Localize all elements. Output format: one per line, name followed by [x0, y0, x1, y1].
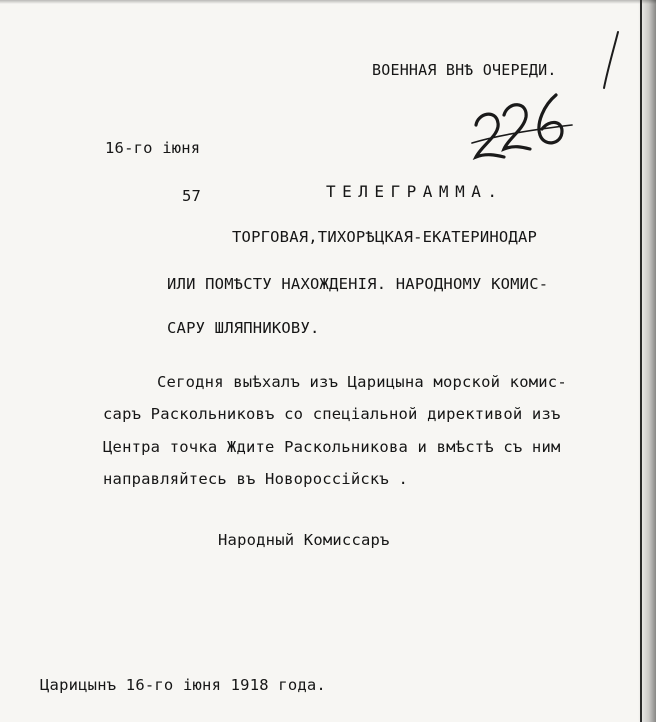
- handwritten-number-226: [468, 85, 578, 165]
- body-line: Центра точка Ждите Раскольникова и вмѣстѣ съ ним: [103, 438, 561, 456]
- handwritten-corner-mark: [596, 30, 624, 90]
- address-line: ИЛИ ПОМѢСТУ НАХОЖДЕНІЯ. НАРОДНОМУ КОМИС-: [167, 275, 549, 293]
- telegram-number: 57: [182, 187, 202, 205]
- address-line: ТОРГОВАЯ,ТИХОРѢЦКАЯ-ЕКАТЕРИНОДАР: [232, 228, 538, 246]
- place-date-footer: Царицынъ 16-го іюня 1918 года.: [40, 676, 326, 694]
- scan-top-shadow: [0, 0, 656, 4]
- address-line: САРУ ШЛЯПНИКОВУ.: [167, 319, 320, 337]
- scan-edge-line: [640, 0, 642, 722]
- body-line: направляйтесь въ Новороссійскъ .: [103, 470, 409, 488]
- signature-line: Народный Комиссаръ: [218, 531, 390, 549]
- telegram-title: ТЕЛЕГРАММА.: [326, 182, 504, 201]
- body-line: Сегодня выѣхалъ изъ Царицына морской комис-: [157, 373, 567, 391]
- body-line: саръ Раскольниковъ со спеціальной директивой изъ: [103, 405, 561, 423]
- telegram-date: 16-го іюня: [105, 139, 201, 157]
- priority-header: ВОЕННАЯ ВНѢ ОЧЕРЕДИ.: [372, 61, 557, 79]
